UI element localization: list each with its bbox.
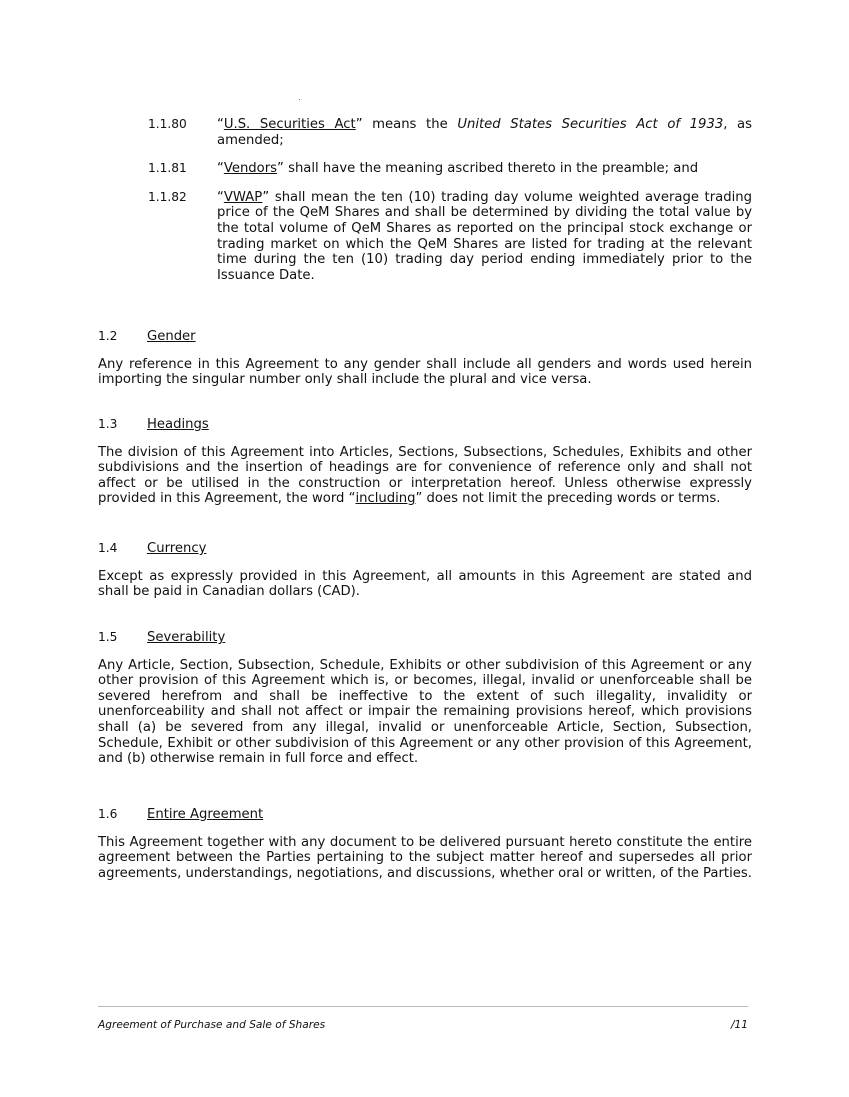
section-heading bbox=[98, 329, 752, 345]
definition-text: “Vendors” shall have the meaning ascribed thereto in the preamble; and bbox=[217, 161, 699, 177]
paragraph-text: ” does not limit the preceding words or terms. bbox=[415, 491, 721, 507]
section-paragraph: Any Article, Section, Subsection, Schedule, Exhibits or other subdivision of this Agreement or any other provision of this Agreement which is, or becomes, illegal, invalid or unenforceable shall be severed herefrom and shall be ineffective to the extent of such illegality, invalidity or unenforceability and shall not affect or impair the remaining provisions hereof, which provisions shall (a) be severed from any illegal, invalid or unenforceable Article, Section, Subsection, Schedule, Exhibit or other subdivision of this Agreement or any other provision of this Agreement, and (b) otherwise remain in full force and effect. bbox=[98, 657, 752, 767]
defined-term: U.S. Securities Act bbox=[223, 117, 356, 132]
section-title: Headings bbox=[147, 417, 209, 432]
section-number: 1.6 bbox=[98, 807, 118, 821]
footer-title: Agreement of Purchase and Sale of Shares bbox=[98, 1019, 326, 1031]
page-number: /11 bbox=[730, 1019, 748, 1031]
definition-rest: ” means the bbox=[355, 117, 458, 132]
section-title: Entire Agreement bbox=[147, 807, 264, 822]
section-number: 1.3 bbox=[98, 417, 118, 431]
section-headings bbox=[98, 417, 752, 507]
paragraph-text: The division of this Agreement into Articles, Sections, Subsections, Schedules, Exhibits and other subdivisions and the insertion of headings are for convenience of reference only and shall not affect or be utilised in the construction or interpretation hereof. Unless otherwise expressly provided in this Agreement, the word “ bbox=[98, 444, 752, 507]
section-severability bbox=[98, 630, 752, 767]
section-heading bbox=[98, 417, 752, 433]
definitions-list bbox=[148, 117, 752, 296]
section-paragraph: This Agreement together with any document to be delivered pursuant hereto constitute the entire agreement between the Parties pertaining to the subject matter hereof and supersedes all prior agreements, understandings, negotiations, and discussions, whether oral or written, of the Parties. bbox=[98, 834, 752, 881]
defined-term: Vendors bbox=[223, 161, 278, 177]
section-heading bbox=[98, 807, 752, 823]
footer-divider bbox=[98, 1006, 748, 1007]
underlined-word: including bbox=[355, 491, 416, 507]
definition-item bbox=[148, 117, 752, 148]
definition-rest: , as amended; bbox=[217, 117, 752, 148]
section-entire-agreement bbox=[98, 807, 752, 881]
section-title: Gender bbox=[147, 329, 196, 344]
section-number: 1.4 bbox=[98, 541, 118, 555]
definition-rest: ” shall mean the ten (10) trading day volume weighted average trading price of the QeM Shares and shall be determined by dividing the total value by the total volume of QeM Shares as reported on the principal stock exchange or trading market on which the QeM Shares are listed for trading at the relevant time during the ten (10) trading day period ending immediately prior to the Issuance Date. bbox=[217, 189, 752, 283]
section-heading bbox=[98, 541, 752, 557]
definition-number: 1.1.82 bbox=[148, 189, 187, 204]
definition-number: 1.1.80 bbox=[148, 117, 187, 131]
definition-item bbox=[148, 190, 752, 284]
section-gender bbox=[98, 329, 752, 388]
definition-text: “VWAP” shall mean the ten (10) trading day volume weighted average trading price of the QeM Shares and shall be determined by dividing the total value by the total volume of QeM Shares as reported on the principal stock exchange or trading market on which the QeM Shares are listed for trading at the relevant time during the ten (10) trading day period ending immediately prior to the Issuance Date. bbox=[217, 189, 752, 283]
section-title: Severability bbox=[147, 630, 226, 645]
section-number: 1.2 bbox=[98, 329, 118, 343]
page-speck bbox=[299, 99, 300, 100]
section-currency bbox=[98, 541, 752, 600]
definition-number: 1.1.81 bbox=[148, 161, 187, 176]
section-title: Currency bbox=[147, 541, 207, 556]
definition-item bbox=[148, 161, 752, 177]
section-paragraph: Except as expressly provided in this Agreement, all amounts in this Agreement are stated and shall be paid in Canadian dollars (CAD). bbox=[98, 568, 752, 600]
statute-name: United States Securities Act of 1933 bbox=[457, 117, 724, 132]
section-number: 1.5 bbox=[98, 630, 118, 644]
section-paragraph: Any reference in this Agreement to any gender shall include all genders and words used herein importing the singular number only shall include the plural and vice versa. bbox=[98, 356, 752, 388]
section-paragraph bbox=[98, 445, 752, 507]
definition-rest: ” shall have the meaning ascribed thereto in the preamble; and bbox=[277, 161, 699, 177]
defined-term: VWAP bbox=[223, 189, 263, 205]
section-heading bbox=[98, 630, 752, 646]
definition-text: “U.S. Securities Act” means the United States Securities Act of 1933, as amended; bbox=[217, 117, 752, 148]
